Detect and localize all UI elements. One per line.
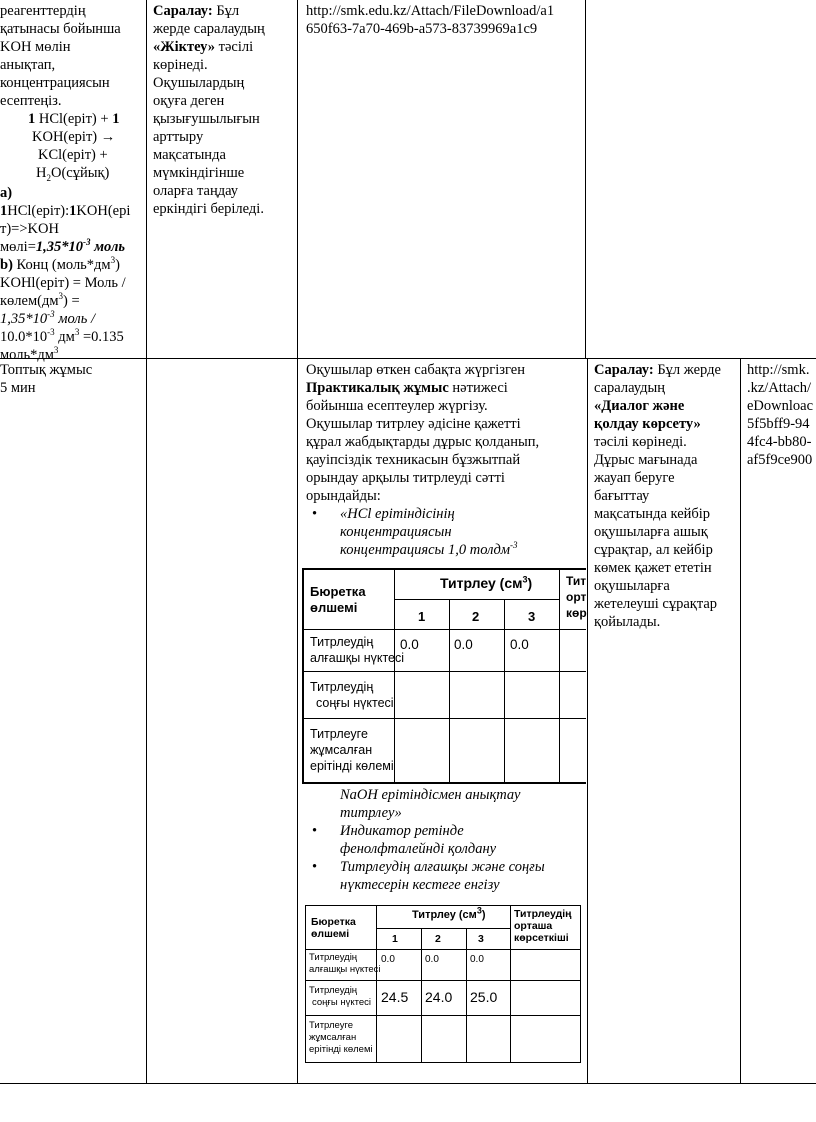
titration-table-2	[305, 905, 581, 1063]
part-a-line: $мөлі=1,35*10^{-3}$ моль	[0, 237, 126, 255]
part-a-label: a)	[0, 185, 13, 201]
cell-value: 0.0	[454, 637, 473, 652]
text-line: құрал жабдықтарды дұрыс қолданып,	[306, 434, 540, 450]
text-line: оқушыларға ашық	[594, 524, 708, 540]
cell-value: 24.5	[381, 989, 409, 1005]
text-line: көрінеді.	[153, 57, 208, 73]
col-1-header: 1	[392, 933, 398, 945]
text-line: еркіндігі беріледі.	[153, 201, 264, 217]
col-2-header: 2	[435, 933, 441, 945]
text-line: оларға таңдау	[153, 183, 239, 199]
text-line: саралаудың	[594, 380, 666, 396]
col-3-header: 3	[528, 609, 536, 624]
row-final-label: Титрлеудің соңғы нүктесі	[309, 985, 371, 1008]
link-line[interactable]: 4fc4-bb80-	[747, 434, 812, 450]
part-a-line: т)=>KOH	[0, 221, 59, 237]
header-burette: Бюретка өлшемі	[311, 916, 356, 940]
header-titration: Титрлеу $(см^3)$	[412, 905, 486, 921]
part-b-line: $10.0*10^{-3}$ $дм^3 =0.135$	[0, 327, 124, 345]
row-initial-label: Титрлеудің алғашқы нүктесі	[310, 635, 405, 665]
activity-text	[306, 361, 586, 559]
text-line: қойылады.	[594, 614, 661, 630]
text-line: мақсатында	[153, 147, 226, 163]
text-line: қолдау көрсету»	[594, 416, 701, 432]
text-line: Практикалық жұмыс нәтижесі	[306, 380, 508, 396]
link-line[interactable]: af5f9ce900	[747, 452, 813, 468]
grid-line	[587, 359, 588, 1084]
link-line[interactable]: http://smk.	[747, 362, 810, 378]
grid-line	[585, 0, 586, 358]
text-line: қызығушылығын	[153, 111, 260, 127]
text-line: есептеңіз.	[0, 93, 62, 109]
cell-value: 25.0	[470, 989, 498, 1005]
list-item: • Титрлеудің алғашқы және соңғы нүктесерін кестеге енгізу	[306, 858, 586, 894]
link-line[interactable]: 5f5bff9-94	[747, 416, 810, 432]
grid-line	[297, 0, 298, 1084]
link-line[interactable]: eDownloac	[747, 398, 814, 414]
cell-value: 0.0	[510, 637, 529, 652]
resource-link-2[interactable]	[747, 361, 816, 469]
text-line: орындайды:	[306, 488, 381, 504]
text-line: Саралау: Бұл жерде	[594, 362, 721, 378]
equation: KCl(еріт) +	[38, 147, 108, 163]
text-line: бойынша есептеулер жүргізу.	[306, 398, 488, 414]
text-line: сұрақтар, ал кейбір	[594, 542, 713, 558]
list-item: • «HCl ерітіндісінің концентрациясын концентрациясы 1,0 толдм$^{-3}$	[306, 505, 586, 559]
text-line: «Диалог және	[594, 398, 685, 414]
row-volume-label: Титрлеуге жұмсалған ерітінді көлемі	[310, 727, 394, 773]
list-item: • Индикатор ретінде фенолфталейнді қолдану	[306, 822, 586, 858]
part-a-line: 1HCl(еріт):1KOH(ері	[0, 203, 131, 219]
text-line: қатынасы бойынша	[0, 21, 121, 37]
cell-value: 0.0	[381, 954, 395, 965]
link-line[interactable]: http://smk.edu.kz/Attach/FileDownload/a1	[306, 3, 555, 19]
text-line: көмек қажет ететін	[594, 560, 712, 576]
part-b-line: $көлем(дм^3)$ =	[0, 291, 80, 309]
activity-text-cont	[306, 786, 586, 894]
link-line[interactable]: .kz/Attach/	[747, 380, 812, 396]
text-line: оқуға деген	[153, 93, 225, 109]
differentiation-text-2	[594, 361, 739, 631]
text-line: «Жіктеу» тәсілі	[153, 39, 254, 55]
text-line: реагенттердің	[0, 3, 86, 19]
text-line: тәсілі көрінеді.	[594, 434, 687, 450]
calc-text	[0, 2, 146, 364]
cell-value: 0.0	[425, 954, 439, 965]
row-final-label: Титрлеудің соңғы нүктесі	[310, 680, 394, 710]
text-line: мүмкіндігінше	[153, 165, 245, 181]
row-volume-label: Титрлеуге жұмсалған ерітінді көлемі	[309, 1020, 373, 1055]
part-b-line: $1,35*10^{-3}$ моль /	[0, 309, 95, 327]
text-line: бағыттау	[594, 488, 650, 504]
cell-value: 0.0	[470, 954, 484, 965]
text-line: мақсатында кейбір	[594, 506, 711, 522]
equation: $H_2O(сұйық)$	[36, 165, 110, 183]
text-line: жетелеуші сұрақтар	[594, 596, 718, 612]
resource-link[interactable]	[306, 2, 584, 38]
text-line: анықтап,	[0, 57, 56, 73]
header-average-cut: Тит орт көр	[566, 574, 587, 620]
text-line: Саралау: Бұл	[153, 3, 240, 19]
text-line: жауап беруге	[594, 470, 675, 486]
instruction-list	[306, 505, 586, 559]
text-line: KOH мөлін	[0, 39, 71, 55]
text-line: Дұрыс мағынада	[594, 452, 698, 468]
text-line: арттыру	[153, 129, 204, 145]
header-burette: Бюретка өлшемі	[310, 584, 366, 615]
instruction-list	[306, 822, 586, 894]
col-2-header: 2	[472, 609, 480, 624]
text-line: титрлеу»	[340, 805, 402, 821]
part-b-line: b) Конц $(моль*дм^3)$	[0, 255, 120, 273]
part-b-line: $моль*дм^3$	[0, 345, 59, 363]
stage-title: Топтық жұмыс	[0, 362, 93, 378]
col-3-header: 3	[478, 933, 484, 945]
text-line: оқушыларға	[594, 578, 670, 594]
stage-text	[0, 361, 146, 397]
titration-table-1	[302, 568, 586, 784]
equation: 1 HCl(еріт) + 1	[28, 111, 120, 127]
differentiation-text	[153, 2, 293, 218]
grid-line	[740, 359, 741, 1084]
grid-line	[146, 0, 147, 1084]
text-line: NaOH ерітіндісмен анықтау	[340, 787, 521, 803]
text-line: концентрациясын	[0, 75, 110, 91]
header-titration: Титрлеу $(см^3)$	[440, 574, 533, 591]
row-initial-label: Титрлеудің алғашқы нүктесі	[309, 952, 381, 975]
stage-duration: 5 мин	[0, 380, 36, 396]
cell-value: 24.0	[425, 989, 453, 1005]
text-line: Оқушылардың	[153, 75, 245, 91]
text-line: жерде саралаудың	[153, 21, 265, 37]
cell-value: 0.0	[400, 637, 419, 652]
text-line: Оқушылар өткен сабақта жүргізген	[306, 362, 525, 378]
header-average: Титрлеудің орташа көрсеткіші	[514, 908, 572, 944]
link-line[interactable]: 650f63-7a70-469b-a573-83739969a1c9	[306, 21, 538, 37]
text-line: қауіпсіздік техникасын бұзжытпай	[306, 452, 521, 468]
equation: KOH(еріт) →	[32, 129, 116, 145]
part-b-line: KOHl(ерiт) = Моль /	[0, 275, 126, 291]
col-1-header: 1	[418, 609, 426, 624]
grid-line	[0, 1083, 816, 1084]
text-line: орындау арқылы титрлеуді сәтті	[306, 470, 505, 486]
text-line: Оқушылар титрлеу әдісіне қажетті	[306, 416, 521, 432]
